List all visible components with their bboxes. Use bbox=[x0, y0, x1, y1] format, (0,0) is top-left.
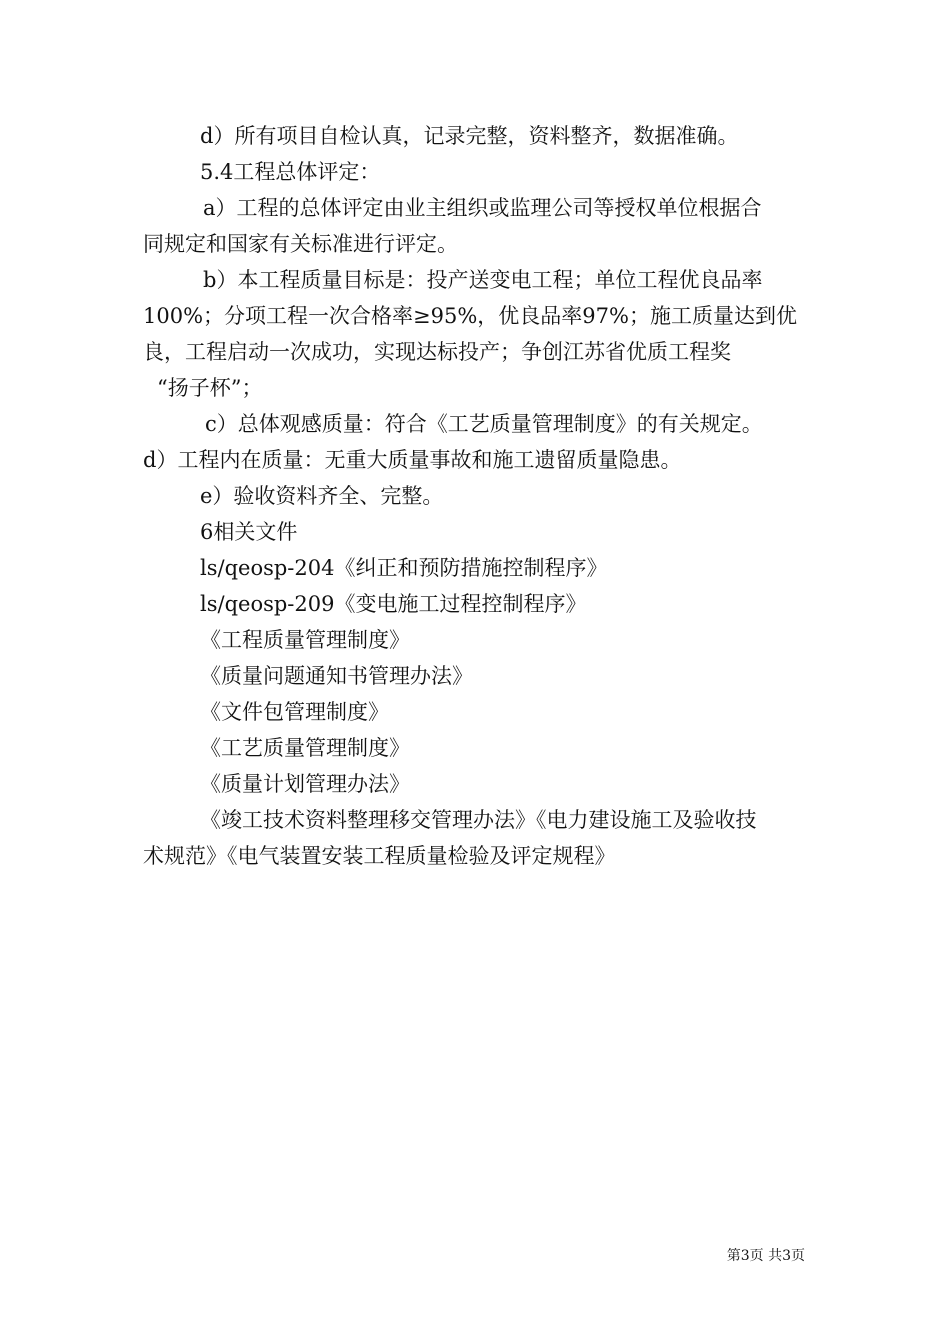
text-line: c）总体观感质量：符合《工艺质量管理制度》的有关规定。 bbox=[205, 412, 763, 436]
page-number: 第3页 共3页 bbox=[726, 1248, 805, 1264]
section-heading: 5.4工程总体评定： bbox=[200, 160, 381, 184]
text-line: d）工程内在质量：无重大质量事故和施工遗留质量隐患。 bbox=[143, 448, 682, 472]
reference-item: 《工程质量管理制度》 bbox=[200, 628, 410, 652]
section-heading: 6相关文件 bbox=[200, 520, 298, 544]
text-line: 良，工程启动一次成功，实现达标投产；争创江苏省优质工程奖 bbox=[143, 340, 731, 364]
reference-item: 《工艺质量管理制度》 bbox=[200, 736, 410, 760]
reference-item: 《文件包管理制度》 bbox=[200, 700, 389, 724]
reference-item: 术规范》《电气装置安装工程质量检验及评定规程》 bbox=[143, 844, 616, 868]
text-line: e）验收资料齐全、完整。 bbox=[200, 484, 444, 508]
reference-item: ls/qeosp-204《纠正和预防措施控制程序》 bbox=[200, 556, 608, 580]
text-line: d）所有项目自检认真，记录完整，资料整齐，数据准确。 bbox=[200, 124, 739, 148]
reference-item: 《竣工技术资料整理移交管理办法》《电力建设施工及验收技 bbox=[200, 808, 757, 832]
text-line: “扬子杯”； bbox=[157, 376, 263, 400]
text-line: 100%；分项工程一次合格率≥95%，优良品率97%；施工质量达到优 bbox=[143, 304, 797, 328]
document-body bbox=[143, 118, 823, 874]
reference-item: 《质量问题通知书管理办法》 bbox=[200, 664, 473, 688]
text-line: 同规定和国家有关标准进行评定。 bbox=[143, 232, 458, 256]
text-line: b）本工程质量目标是：投产送变电工程；单位工程优良品率 bbox=[203, 268, 763, 292]
text-line: a）工程的总体评定由业主组织或监理公司等授权单位根据合 bbox=[203, 196, 762, 220]
reference-item: 《质量计划管理办法》 bbox=[200, 772, 410, 796]
reference-item: ls/qeosp-209《变电施工过程控制程序》 bbox=[200, 592, 587, 616]
